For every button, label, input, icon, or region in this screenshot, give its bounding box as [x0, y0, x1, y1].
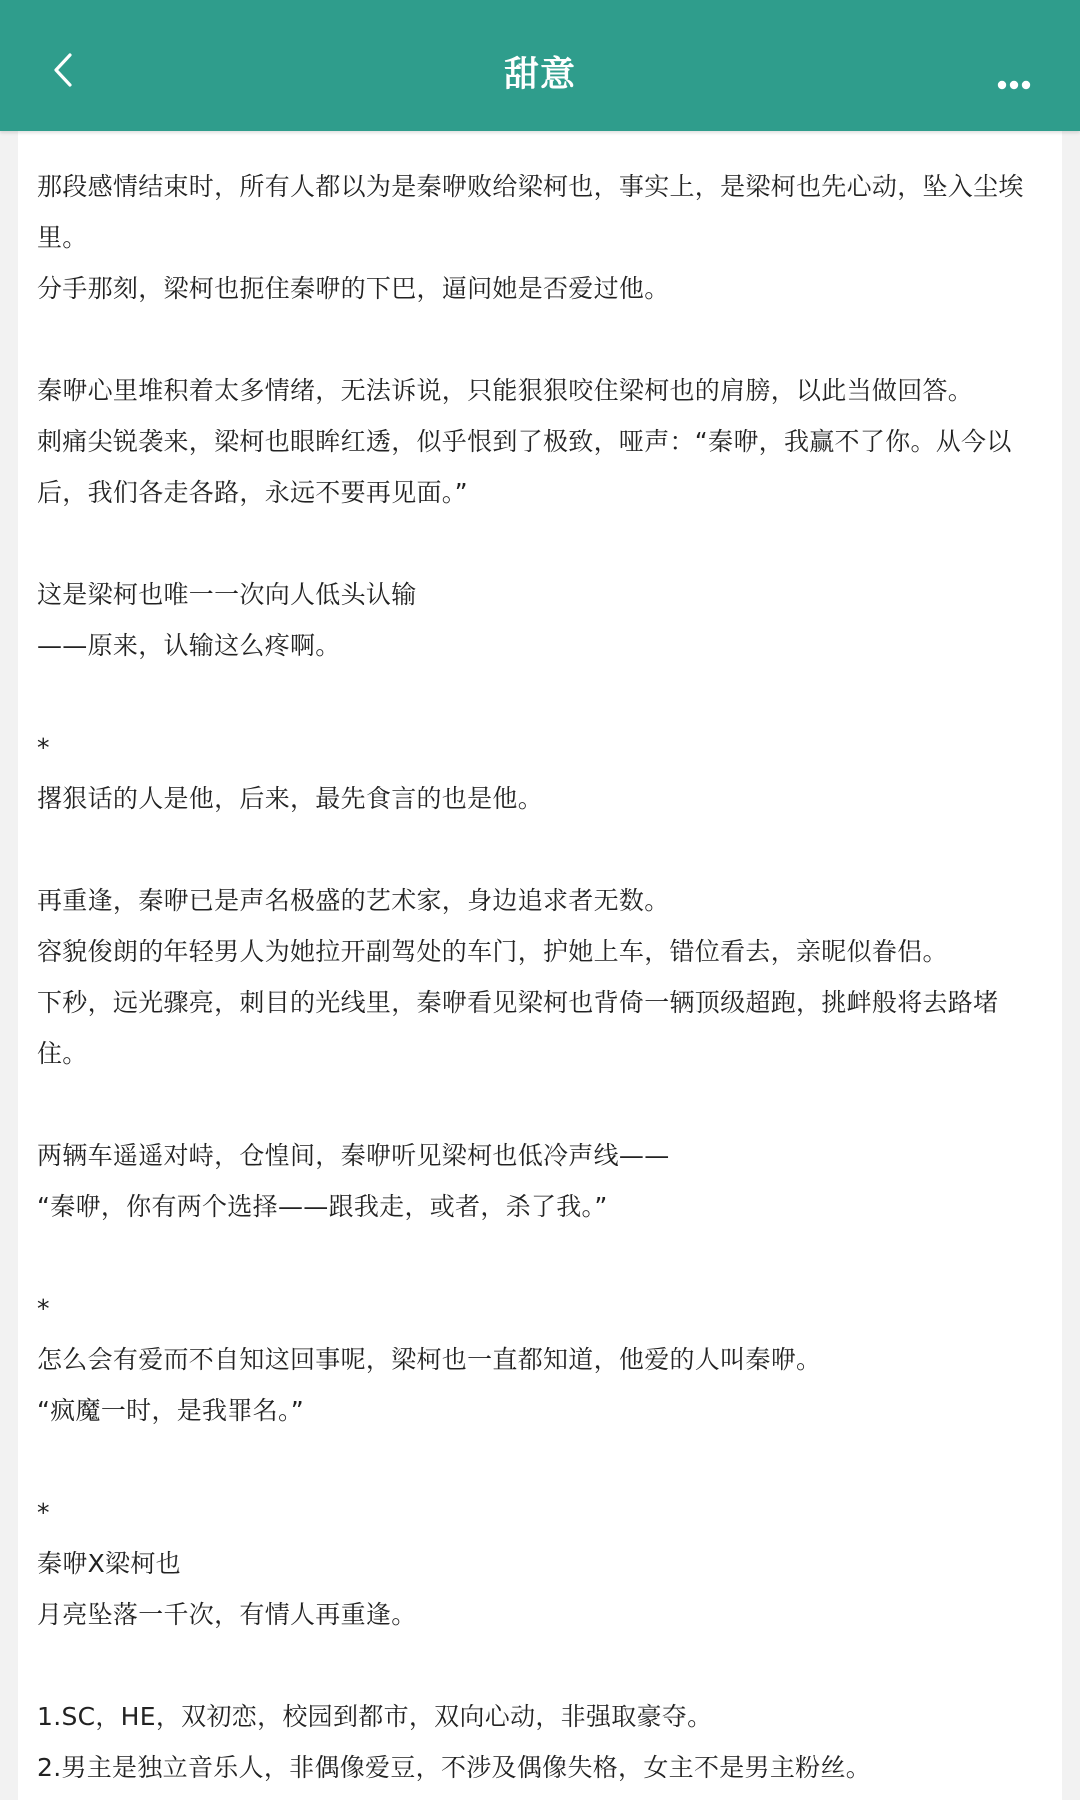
paragraph-gap — [37, 1079, 1047, 1130]
article-line: 容貌俊朗的年轻男人为她拉开副驾处的车门，护她上车，错位看去，亲昵似眷侣。 — [37, 937, 948, 966]
more-options-button[interactable] — [984, 70, 1044, 100]
article-line: 下秒，远光骤亮，刺目的光线里，秦咿看见梁柯也背倚一辆顶级超跑，挑衅般将去路堵住。 — [37, 988, 999, 1068]
article-line: 这是梁柯也唯一一次向人低头认输 — [37, 580, 417, 609]
article-line: ——原来，认输这么疼啊。 — [37, 631, 341, 660]
article-line: “秦咿，你有两个选择——跟我走，或者，杀了我。” — [37, 1192, 608, 1221]
paragraph-gap — [37, 671, 1047, 722]
article-line: 2.男主是独立音乐人，非偶像爱豆，不涉及偶像失格，女主不是男主粉丝。 — [37, 1753, 872, 1782]
article-line: 再重逢，秦咿已是声名极盛的艺术家，身边追求者无数。 — [37, 886, 670, 915]
article-line: 两辆车遥遥对峙，仓惶间，秦咿听见梁柯也低冷声线—— — [37, 1141, 670, 1170]
top-nav-bar — [0, 0, 1080, 131]
paragraph-gap — [37, 1640, 1047, 1691]
paragraph-gap — [37, 1232, 1047, 1283]
article-line: 撂狠话的人是他，后来，最先食言的也是他。 — [37, 784, 544, 813]
article-line: 刺痛尖锐袭来，梁柯也眼眸红透，似乎恨到了极致，哑声：“秦咿，我赢不了你。从今以后，我们各走各路，永远不要再见面。” — [37, 427, 1012, 507]
article-line: 1.SC，HE，双初恋，校园到都市，双向心动，非强取豪夺。 — [37, 1702, 713, 1731]
article-line: 怎么会有爱而不自知这回事呢，梁柯也一直都知道，他爱的人叫秦咿。 — [37, 1345, 822, 1374]
article-line: 月亮坠落一千次，有情人再重逢。 — [37, 1600, 417, 1629]
article-line: 秦咿X梁柯也 — [37, 1549, 181, 1578]
article-line: “疯魔一时，是我罪名。” — [37, 1396, 305, 1425]
paragraph-gap — [37, 1436, 1047, 1487]
more-horizontal-icon — [997, 80, 1031, 90]
article-line: 分手那刻，梁柯也扼住秦咿的下巴，逼问她是否爱过他。 — [37, 274, 670, 303]
section-separator: * — [37, 1294, 50, 1323]
paragraph-gap — [37, 824, 1047, 875]
page-title: 甜意 — [503, 55, 576, 95]
paragraph-gap — [37, 314, 1047, 365]
paragraph-gap — [37, 518, 1047, 569]
article-line: 那段感情结束时，所有人都以为是秦咿败给梁柯也，事实上，是梁柯也先心动，坠入尘埃里。 — [37, 172, 1024, 252]
article-line: 秦咿心里堆积着太多情绪，无法诉说，只能狠狠咬住梁柯也的肩膀，以此当做回答。 — [37, 376, 974, 405]
section-separator: * — [37, 733, 50, 762]
article-card — [18, 131, 1062, 1800]
article-body — [37, 161, 1047, 1793]
section-separator: * — [37, 1498, 50, 1527]
